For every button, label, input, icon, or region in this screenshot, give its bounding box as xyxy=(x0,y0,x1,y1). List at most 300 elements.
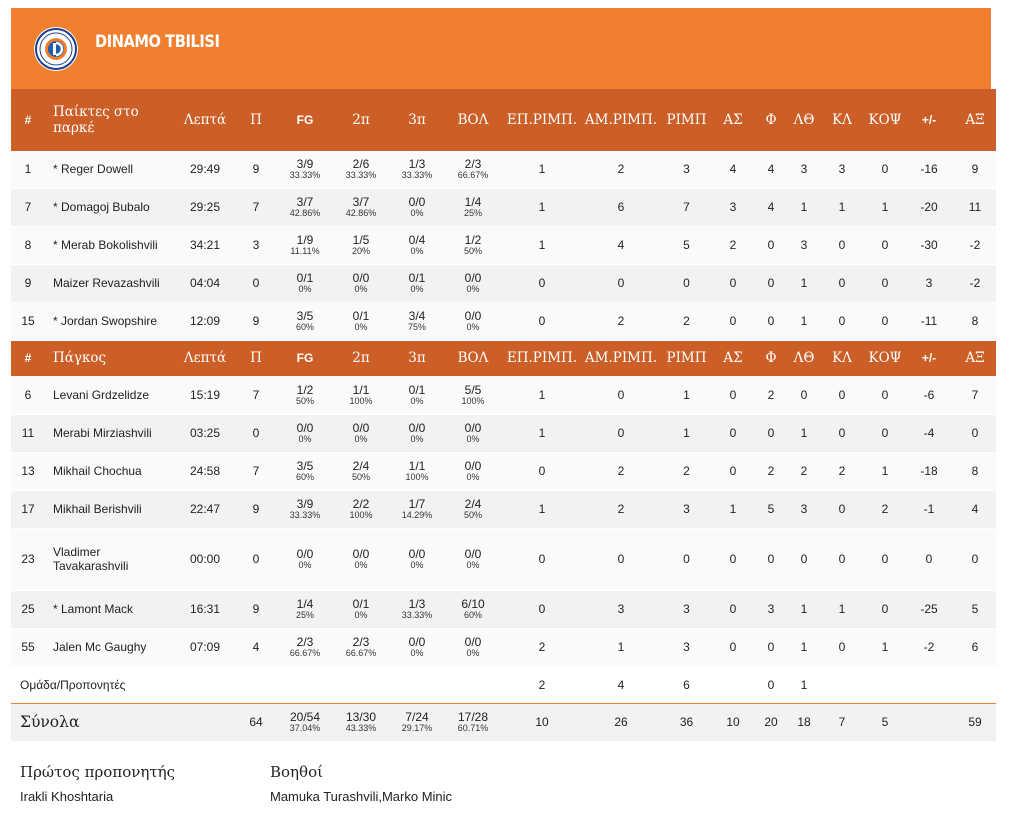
stat-p3 xyxy=(389,590,445,628)
stat-p2-percentage: 100% xyxy=(349,510,373,520)
stat-pf: 2 xyxy=(752,452,790,490)
stat-ft-made-attempted: 2/4 xyxy=(464,497,482,511)
head-coach-name: Irakli Khoshtaria xyxy=(20,789,114,804)
stat-val: 0 xyxy=(954,528,996,590)
stat-reb: 3 xyxy=(659,590,714,628)
stat-p2-made-attempted: 0/0 xyxy=(352,271,370,285)
stat-to: 1 xyxy=(790,590,818,628)
total-min xyxy=(175,703,235,741)
column-header: ΒΟΛ xyxy=(445,89,501,151)
stat-p3-percentage: 33.33% xyxy=(401,170,433,181)
stat-ft-percentage: 25% xyxy=(463,208,482,218)
stat-fg-made-attempted: 1/2 xyxy=(296,382,314,397)
stat-p2 xyxy=(333,490,389,528)
team-header xyxy=(11,8,991,89)
total-to: 18 xyxy=(790,703,818,741)
stat-reb: 7 xyxy=(659,188,714,226)
stat-fg xyxy=(277,528,333,590)
stat-min: 15:19 xyxy=(175,376,235,414)
stat-fg-made-attempted: 3/9 xyxy=(296,497,314,511)
stat-p3 xyxy=(389,188,445,226)
column-header: ΚΛ xyxy=(818,89,866,151)
total-p3-made-attempted: 7/24 xyxy=(405,710,429,725)
stat-blk: 0 xyxy=(866,376,904,414)
stat-fg-percentage: 42.86% xyxy=(289,208,321,218)
stat-fg-percentage: 0% xyxy=(298,284,312,294)
stat-p3-made-attempted: 0/0 xyxy=(408,547,426,561)
column-header: ΑΣ xyxy=(714,340,752,376)
player-name: * Domagoj Bubalo xyxy=(45,188,175,226)
stat-fg-percentage: 66.67% xyxy=(289,648,321,658)
stat-oreb: 0 xyxy=(501,302,583,340)
stat-oreb: 0 xyxy=(501,452,583,490)
column-header: # xyxy=(11,340,45,376)
stat-p2-percentage: 100% xyxy=(349,395,373,406)
stat-stl: 0 xyxy=(818,226,866,264)
stat-to: 1 xyxy=(790,628,818,666)
stat-val: 5 xyxy=(954,590,996,628)
stat-pf: 0 xyxy=(752,666,790,703)
stat-oreb: 1 xyxy=(501,414,583,452)
stat-ft-made-attempted: 0/0 xyxy=(464,309,482,323)
stat-pf: 0 xyxy=(752,302,790,340)
stat-fg xyxy=(277,376,333,414)
column-header: FG xyxy=(277,89,333,151)
stat-fg-percentage: 60% xyxy=(295,472,314,482)
player-row xyxy=(11,628,996,666)
stat-stl: 0 xyxy=(818,628,866,666)
stat-pts: 3 xyxy=(235,226,277,264)
player-number: 6 xyxy=(11,376,45,414)
total-p2-percentage: 43.33% xyxy=(345,723,377,734)
stat-pts: 7 xyxy=(235,188,277,226)
stat-fg xyxy=(277,151,333,188)
stat-dreb: 0 xyxy=(583,376,659,414)
stat-dreb: 2 xyxy=(583,452,659,490)
stat-ft xyxy=(445,590,501,628)
stat-p3-percentage: 0% xyxy=(410,560,424,570)
player-number: 7 xyxy=(11,188,45,226)
player-name: * Lamont Mack xyxy=(45,590,175,628)
stat-pf: 4 xyxy=(752,151,790,188)
stat-pts: 9 xyxy=(235,590,277,628)
bench-header-row xyxy=(11,340,996,376)
stat-ft-percentage: 0% xyxy=(466,322,480,332)
total-dreb: 26 xyxy=(583,703,659,741)
stat-p2 xyxy=(333,666,389,703)
stat-to: 1 xyxy=(790,188,818,226)
stat-oreb: 0 xyxy=(501,264,583,302)
stat-val: 8 xyxy=(954,302,996,340)
stat-min: 24:58 xyxy=(175,452,235,490)
boxscore-table xyxy=(11,89,996,741)
stat-dreb: 2 xyxy=(583,151,659,188)
column-header: ΑΞ xyxy=(954,340,996,376)
column-header: Π xyxy=(235,89,277,151)
stat-p3 xyxy=(389,628,445,666)
stat-val: 4 xyxy=(954,490,996,528)
player-row xyxy=(11,302,996,340)
stat-fg-percentage: 25% xyxy=(295,610,314,620)
stat-ast: 3 xyxy=(714,188,752,226)
stat-fg-made-attempted: 3/9 xyxy=(296,157,314,172)
stat-pts: 9 xyxy=(235,490,277,528)
stat-stl: 0 xyxy=(818,302,866,340)
column-header: ΑΣ xyxy=(714,89,752,151)
total-pts: 64 xyxy=(235,703,277,741)
stat-stl: 1 xyxy=(818,590,866,628)
stat-min: 22:47 xyxy=(175,490,235,528)
stat-p2-percentage: 0% xyxy=(354,284,368,294)
stat-p3-percentage: 0% xyxy=(410,434,424,444)
stat-fg-percentage: 33.33% xyxy=(289,170,321,181)
stat-ft xyxy=(445,264,501,302)
stat-min: 00:00 xyxy=(175,528,235,590)
stat-pf: 2 xyxy=(752,376,790,414)
column-header: ΑΜ.ΡΙΜΠ. xyxy=(583,340,659,376)
stat-dreb: 0 xyxy=(583,414,659,452)
stat-blk: 0 xyxy=(866,414,904,452)
stat-ft xyxy=(445,666,501,703)
stat-p2-percentage: 0% xyxy=(354,610,368,620)
stat-pm: 3 xyxy=(904,264,954,302)
total-ft-made-attempted: 17/28 xyxy=(457,710,489,725)
stat-to: 0 xyxy=(790,376,818,414)
stat-reb: 0 xyxy=(659,528,714,590)
stat-dreb: 2 xyxy=(583,490,659,528)
stat-p2-made-attempted: 0/1 xyxy=(352,309,370,323)
stat-reb: 6 xyxy=(659,666,714,703)
player-number: 23 xyxy=(11,528,45,590)
stat-min: 03:25 xyxy=(175,414,235,452)
column-header: ΛΘ xyxy=(790,340,818,376)
stat-pm: -6 xyxy=(904,376,954,414)
stat-ast: 0 xyxy=(714,302,752,340)
player-name: Mikhail Chochua xyxy=(45,452,175,490)
stat-dreb: 6 xyxy=(583,188,659,226)
stat-p3 xyxy=(389,452,445,490)
stat-fg-made-attempted: 2/3 xyxy=(296,635,314,649)
player-number: 11 xyxy=(11,414,45,452)
stat-val: 7 xyxy=(954,376,996,414)
stat-stl: 0 xyxy=(818,376,866,414)
stat-ft-made-attempted: 0/0 xyxy=(464,421,482,435)
stat-fg-percentage: 11.11% xyxy=(290,246,320,256)
stat-ft-made-attempted: 5/5 xyxy=(464,382,482,397)
stat-pts: 0 xyxy=(235,264,277,302)
stat-p3-percentage: 33.33% xyxy=(401,610,433,620)
player-row xyxy=(11,528,996,590)
stat-p2-made-attempted: 0/0 xyxy=(352,547,370,561)
player-number: 13 xyxy=(11,452,45,490)
stat-p3-made-attempted: 0/4 xyxy=(408,233,426,247)
player-row xyxy=(11,151,996,188)
starters-header-row xyxy=(11,89,996,151)
stat-fg-percentage: 50% xyxy=(295,395,314,406)
stat-pts: 9 xyxy=(235,302,277,340)
stat-p2-made-attempted: 0/1 xyxy=(352,597,370,611)
column-header: 2π xyxy=(333,340,389,376)
player-number: 17 xyxy=(11,490,45,528)
stat-p3-made-attempted: 0/0 xyxy=(408,635,426,649)
column-header: FG xyxy=(277,340,333,376)
column-header: Παίκτες στο παρκέ xyxy=(45,89,175,151)
stat-pts: 7 xyxy=(235,452,277,490)
stat-stl: 0 xyxy=(818,490,866,528)
club-crest-icon xyxy=(34,27,78,71)
stat-min: 07:09 xyxy=(175,628,235,666)
stat-p2-percentage: 0% xyxy=(354,434,368,444)
stat-p3-made-attempted: 0/0 xyxy=(408,421,426,435)
stat-fg-percentage: 33.33% xyxy=(289,510,321,520)
stat-ast: 0 xyxy=(714,528,752,590)
stat-ast xyxy=(714,666,752,703)
column-header: 2π xyxy=(333,89,389,151)
stat-val: -2 xyxy=(954,226,996,264)
stat-oreb: 0 xyxy=(501,528,583,590)
player-number: 8 xyxy=(11,226,45,264)
stat-to: 3 xyxy=(790,226,818,264)
stat-oreb: 0 xyxy=(501,590,583,628)
stat-reb: 3 xyxy=(659,490,714,528)
stat-fg xyxy=(277,666,333,703)
stat-val xyxy=(954,666,996,703)
column-header: +/- xyxy=(904,340,954,376)
total-pm xyxy=(904,703,954,741)
stat-fg-made-attempted: 1/4 xyxy=(296,597,314,611)
stat-to: 1 xyxy=(790,302,818,340)
stat-p3-made-attempted: 3/4 xyxy=(408,309,426,323)
total-fg xyxy=(277,703,333,741)
stat-p3-percentage: 0% xyxy=(410,284,424,294)
column-header: ΕΠ.ΡΙΜΠ. xyxy=(501,89,583,151)
stat-p3-percentage: 0% xyxy=(410,246,424,256)
total-ast: 10 xyxy=(714,703,752,741)
stat-blk: 0 xyxy=(866,264,904,302)
stat-dreb: 0 xyxy=(583,264,659,302)
player-row xyxy=(11,590,996,628)
stat-pts xyxy=(235,666,277,703)
totals-label: Σύνολα xyxy=(11,703,175,741)
stat-p2 xyxy=(333,414,389,452)
stat-blk: 1 xyxy=(866,188,904,226)
stat-ast: 0 xyxy=(714,414,752,452)
stat-ast: 0 xyxy=(714,264,752,302)
total-p3-percentage: 29.17% xyxy=(401,723,433,734)
stat-p2 xyxy=(333,528,389,590)
stat-fg-percentage: 0% xyxy=(298,560,312,570)
stat-p3-percentage: 0% xyxy=(410,208,424,218)
total-oreb: 10 xyxy=(501,703,583,741)
stat-ft xyxy=(445,528,501,590)
stat-stl: 0 xyxy=(818,528,866,590)
stat-ft-made-attempted: 0/0 xyxy=(464,635,482,649)
stat-p2 xyxy=(333,628,389,666)
stat-p3-made-attempted: 0/1 xyxy=(408,271,426,285)
stat-ft xyxy=(445,376,501,414)
stat-ft-percentage: 0% xyxy=(466,648,480,658)
stat-reb: 2 xyxy=(659,452,714,490)
stat-ast: 0 xyxy=(714,628,752,666)
column-header: ΡΙΜΠ xyxy=(659,340,714,376)
stat-p2-percentage: 33.33% xyxy=(345,170,377,181)
stat-p3-made-attempted: 1/1 xyxy=(408,459,426,473)
stat-min: 34:21 xyxy=(175,226,235,264)
stat-reb: 0 xyxy=(659,264,714,302)
total-fg-percentage: 37.04% xyxy=(289,723,321,734)
stat-p2-made-attempted: 2/2 xyxy=(352,497,370,511)
stat-to: 3 xyxy=(790,151,818,188)
stat-reb: 1 xyxy=(659,376,714,414)
stat-pts: 9 xyxy=(235,151,277,188)
player-row xyxy=(11,452,996,490)
stat-p2-made-attempted: 3/7 xyxy=(352,195,370,209)
stat-p3 xyxy=(389,264,445,302)
stat-ft-percentage: 100% xyxy=(461,395,485,406)
column-header: Φ xyxy=(752,89,790,151)
player-number: 25 xyxy=(11,590,45,628)
stat-p2 xyxy=(333,590,389,628)
column-header: ΑΞ xyxy=(954,89,996,151)
stat-p2-made-attempted: 1/1 xyxy=(352,382,370,397)
team-coaches-row xyxy=(11,666,996,703)
stat-dreb: 0 xyxy=(583,528,659,590)
stat-p3 xyxy=(389,376,445,414)
team-name: DINAMO TBILISI xyxy=(95,32,220,52)
total-ft-percentage: 60.71% xyxy=(457,723,489,734)
stat-ft xyxy=(445,452,501,490)
stat-stl: 3 xyxy=(818,151,866,188)
total-fg-made-attempted: 20/54 xyxy=(289,710,321,725)
player-row xyxy=(11,226,996,264)
stat-p3-made-attempted: 1/3 xyxy=(408,157,426,172)
player-number: 15 xyxy=(11,302,45,340)
column-header: Φ xyxy=(752,340,790,376)
total-p3 xyxy=(389,703,445,741)
player-number: 55 xyxy=(11,628,45,666)
column-header: ΚΛ xyxy=(818,340,866,376)
stat-pf: 5 xyxy=(752,490,790,528)
stat-p2-made-attempted: 2/6 xyxy=(352,157,370,172)
stat-p2 xyxy=(333,188,389,226)
stat-ft-made-attempted: 0/0 xyxy=(464,271,482,285)
stat-min xyxy=(175,666,235,703)
stat-p2 xyxy=(333,302,389,340)
assistant-coaches-label: Βοηθοί xyxy=(270,763,323,781)
total-pf: 20 xyxy=(752,703,790,741)
stat-blk: 2 xyxy=(866,490,904,528)
player-name: * Reger Dowell xyxy=(45,151,175,188)
stat-p2-percentage: 42.86% xyxy=(345,208,377,218)
stat-ast: 1 xyxy=(714,490,752,528)
stat-p3-percentage: 100% xyxy=(405,472,429,482)
stat-ft-made-attempted: 6/10 xyxy=(461,597,485,611)
stat-to: 3 xyxy=(790,490,818,528)
column-header: Π xyxy=(235,340,277,376)
stat-p3-percentage: 75% xyxy=(407,322,426,332)
stat-p3 xyxy=(389,226,445,264)
player-name: Vladimer Tavakarashvili xyxy=(45,528,175,590)
player-name: Maizer Revazashvili xyxy=(45,264,175,302)
assistant-coaches-names: Mamuka Turashvili,Marko Minic xyxy=(270,789,453,804)
player-row xyxy=(11,188,996,226)
stat-fg-made-attempted: 3/5 xyxy=(296,309,314,323)
head-coach-label: Πρώτος προπονητής xyxy=(20,763,176,781)
stat-blk xyxy=(866,666,904,703)
stat-fg-percentage: 0% xyxy=(298,434,312,444)
stat-p2-made-attempted: 2/3 xyxy=(352,635,370,649)
stat-fg-made-attempted: 0/1 xyxy=(296,271,314,285)
stat-pts: 0 xyxy=(235,528,277,590)
stat-reb: 1 xyxy=(659,414,714,452)
stat-blk: 1 xyxy=(866,628,904,666)
stat-p3 xyxy=(389,490,445,528)
player-row xyxy=(11,264,996,302)
stat-val: 8 xyxy=(954,452,996,490)
stat-ft-made-attempted: 1/2 xyxy=(464,233,482,247)
stat-ft xyxy=(445,302,501,340)
stat-p3-percentage: 14.29% xyxy=(401,510,433,520)
stat-p3-made-attempted: 0/0 xyxy=(408,195,426,209)
player-name: Jalen Mc Gaughy xyxy=(45,628,175,666)
column-header: Λεπτά xyxy=(175,89,235,151)
stat-pm: -18 xyxy=(904,452,954,490)
stat-dreb: 1 xyxy=(583,628,659,666)
stat-fg xyxy=(277,302,333,340)
total-blk: 5 xyxy=(866,703,904,741)
player-name: * Merab Bokolishvili xyxy=(45,226,175,264)
stat-fg xyxy=(277,590,333,628)
stat-pm: -30 xyxy=(904,226,954,264)
stat-oreb: 1 xyxy=(501,151,583,188)
stat-ast: 0 xyxy=(714,590,752,628)
stat-fg xyxy=(277,490,333,528)
stat-pts: 0 xyxy=(235,414,277,452)
stat-min: 12:09 xyxy=(175,302,235,340)
column-header: Λεπτά xyxy=(175,340,235,376)
stat-pf: 4 xyxy=(752,188,790,226)
stat-ft-percentage: 0% xyxy=(466,472,480,482)
stat-p3 xyxy=(389,528,445,590)
total-ft xyxy=(445,703,501,741)
stat-p3 xyxy=(389,666,445,703)
stat-pf: 0 xyxy=(752,226,790,264)
stat-blk: 0 xyxy=(866,590,904,628)
stat-fg xyxy=(277,226,333,264)
stat-fg-made-attempted: 0/0 xyxy=(296,421,314,435)
stat-stl: 0 xyxy=(818,414,866,452)
stat-stl: 1 xyxy=(818,188,866,226)
stat-p2 xyxy=(333,452,389,490)
stat-pm: -4 xyxy=(904,414,954,452)
stat-ft xyxy=(445,414,501,452)
stat-oreb: 1 xyxy=(501,188,583,226)
stat-ft-percentage: 60% xyxy=(463,610,482,620)
stat-ft xyxy=(445,490,501,528)
column-header: ΚΟΨ xyxy=(866,89,904,151)
stat-val: 6 xyxy=(954,628,996,666)
column-header: ΡΙΜΠ xyxy=(659,89,714,151)
totals-row xyxy=(11,703,996,741)
stat-ft-made-attempted: 0/0 xyxy=(464,459,482,473)
total-p2-made-attempted: 13/30 xyxy=(345,710,377,725)
stat-stl: 2 xyxy=(818,452,866,490)
total-stl: 7 xyxy=(818,703,866,741)
player-number: 9 xyxy=(11,264,45,302)
stat-to: 1 xyxy=(790,414,818,452)
stat-pts: 4 xyxy=(235,628,277,666)
player-name: * Jordan Swopshire xyxy=(45,302,175,340)
